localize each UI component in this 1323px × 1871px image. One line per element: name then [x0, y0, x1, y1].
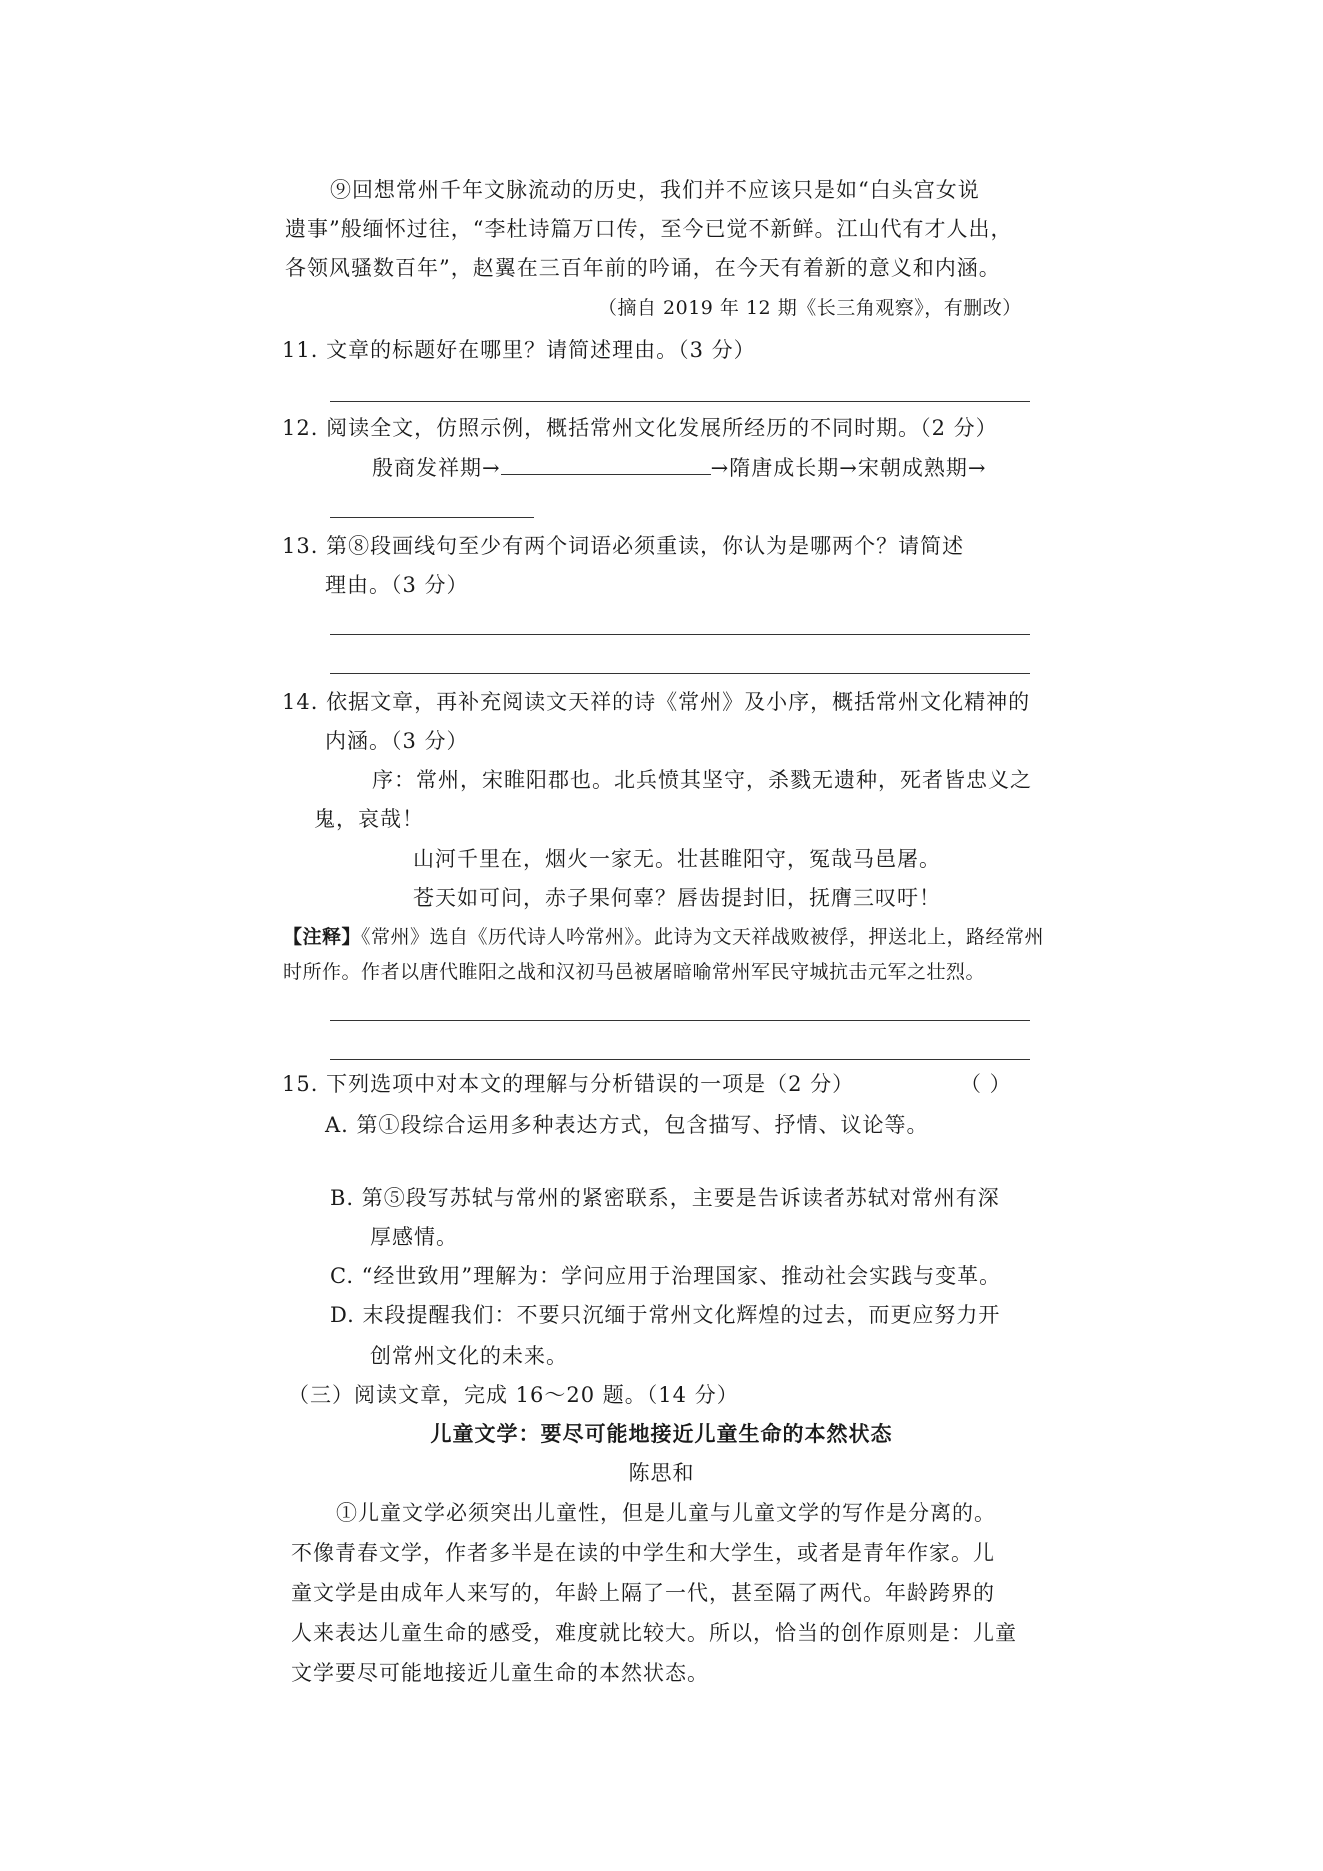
- q12-middle2: 宋朝成熟期: [857, 456, 968, 480]
- question-13-line1: 13. 第⑧段画线句至少有两个词语必须重读，你认为是哪两个？请简述: [282, 534, 965, 558]
- option-b-line2: 厚感情。: [370, 1225, 458, 1249]
- option-b-line1: B. 第⑤段写苏轼与常州的紧密联系，主要是告诉读者苏轼对常州有深: [330, 1186, 1000, 1210]
- option-d-line2: 创常州文化的未来。: [370, 1344, 568, 1368]
- answer-line-q11[interactable]: [330, 401, 1030, 402]
- arrow-icon: →: [967, 456, 987, 480]
- question-11: 11. 文章的标题好在哪里？请简述理由。（3 分）: [282, 338, 756, 362]
- arrow-icon: →: [710, 456, 730, 480]
- answer-line-q14-1[interactable]: [330, 1020, 1030, 1021]
- answer-line-q13-2[interactable]: [330, 673, 1030, 674]
- q12-start: 殷商发祥期: [372, 456, 482, 480]
- preface-line1: 序：常州，宋睢阳郡也。北兵愤其坚守，杀戮无遗种，死者皆忠义之: [372, 768, 1032, 792]
- article-p1-line5: 文学要尽可能地接近儿童生命的本然状态。: [291, 1661, 709, 1685]
- q12-example-row: [372, 454, 986, 482]
- answer-blank-q12[interactable]: [501, 454, 711, 475]
- option-d-line1: D. 末段提醒我们：不要只沉缅于常州文化辉煌的过去，而更应努力开: [330, 1303, 1001, 1327]
- para9-line2: 遗事”般缅怀过往，“李杜诗篇万口传，至今已觉不新鲜。江山代有才人出，: [285, 217, 1013, 241]
- article-p1-line3: 童文学是由成年人来写的，年龄上隔了一代，甚至隔了两代。年龄跨界的: [291, 1581, 995, 1605]
- option-a: A. 第①段综合运用多种表达方式，包含描写、抒情、议论等。: [325, 1113, 929, 1137]
- question-12: 12. 阅读全文，仿照示例，概括常州文化发展所经历的不同时期。（2 分）: [282, 416, 998, 440]
- note-text1: 《常州》选自《历代诗人吟常州》。此诗为文天祥战败被俘，押送北上，路经常州: [361, 926, 1045, 948]
- article-author: 陈思和: [628, 1461, 695, 1485]
- article-title: 儿童文学：要尽可能地接近儿童生命的本然状态: [430, 1421, 893, 1446]
- section-heading: （三）阅读文章，完成 16～20 题。（14 分）: [288, 1383, 739, 1407]
- note-line1: [283, 923, 1044, 951]
- article-p1-line4: 人来表达儿童生命的感受，难度就比较大。所以，恰当的创作原则是：儿童: [291, 1621, 1017, 1645]
- note-line2: 时所作。作者以唐代睢阳之战和汉初马邑被屠暗喻常州军民守城抗击元军之壮烈。: [283, 961, 986, 983]
- option-c: C. “经世致用”理解为：学问应用于治理国家、推动社会实践与变革。: [330, 1264, 1002, 1288]
- arrow-icon: →: [482, 456, 501, 480]
- para9-line1: ⑨回想常州千年文脉流动的历史，我们并不应该只是如“白头宫女说: [330, 178, 980, 202]
- para9-line3: 各领风骚数百年”，赵翼在三百年前的吟诵，在今天有着新的意义和内涵。: [285, 256, 1001, 280]
- article-p1-line1: ①儿童文学必须突出儿童性，但是儿童与儿童文学的写作是分离的。: [336, 1501, 996, 1525]
- answer-parentheses[interactable]: （ ）: [960, 1072, 1012, 1096]
- question-14-line2: 内涵。（3 分）: [325, 729, 469, 753]
- answer-line-q14-2[interactable]: [330, 1059, 1030, 1060]
- preface-line2: 鬼，哀哉！: [314, 807, 424, 831]
- arrow-icon: →: [839, 456, 858, 480]
- question-15: 15. 下列选项中对本文的理解与分析错误的一项是（2 分）: [282, 1072, 855, 1096]
- q12-middle: 隋唐成长期: [729, 456, 840, 480]
- poem-line2: 苍天如可问，赤子果何辜？唇齿提封旧，抚膺三叹吁！: [413, 886, 941, 910]
- article-p1-line2: 不像青春文学，作者多半是在读的中学生和大学生，或者是青年作家。儿: [291, 1541, 995, 1565]
- answer-line-q13-1[interactable]: [330, 634, 1030, 635]
- question-14-line1: 14. 依据文章，再补充阅读文天祥的诗《常州》及小序，概括常州文化精神的: [282, 690, 1031, 714]
- source-citation: （摘自 2019 年 12 期《长三角观察》，有删改）: [598, 297, 1022, 319]
- question-13-line2: 理由。（3 分）: [325, 573, 469, 597]
- note-label: 【注释】: [283, 926, 362, 948]
- poem-line1: 山河千里在，烟火一家无。壮甚睢阳守，冤哉马邑屠。: [413, 847, 941, 871]
- answer-line-q12-end[interactable]: [330, 517, 534, 518]
